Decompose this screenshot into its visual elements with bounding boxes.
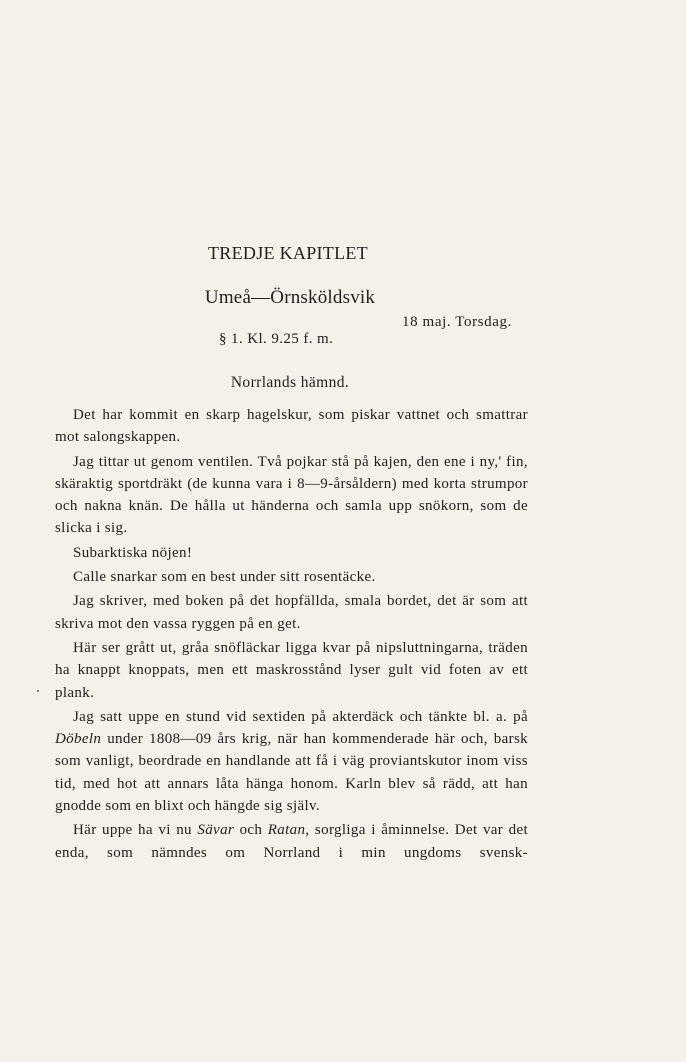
text-run: Här uppe ha vi nu [73,822,198,839]
italic-name: Sävar [197,822,235,839]
paragraph: Calle snarkar som en best under sitt rosentäcke. [73,569,376,586]
chapter-title: TREDJE KAPITLET [208,243,368,263]
paragraph: Här ser grått ut, gråa snöfläckar ligga kvar på nipsluttningarna, träden ha knappt knoppats, men ett maskrosstånd lyser gult vid foten av ett plank. [55,639,528,701]
text-run: under 1808—09 års krig, när han kommenderade här och, barsk som vanligt, beordrade en handlande att få i väg proviantskutor inom viss tid, med hot att annars låta hänga honom. Karln blev så rädd, att han gnodde som en blixt och hängde sig själv. [55,731,528,815]
body-text [55,404,528,866]
paragraph [55,706,528,817]
section-title: Norrlands hämnd. [230,374,350,391]
italic-name: Ratan [267,822,306,839]
italic-name: Döbeln [55,731,102,748]
margin-mark [37,690,39,692]
paragraph: Jag skriver, med boken på det hopfällda, smala bordet, det är som att skriva mot den vassa ryggen på en get. [55,593,528,632]
text-run: och [234,822,268,839]
date-line: 18 maj. Torsdag. [402,314,512,330]
paragraph: Jag tittar ut genom ventilen. Två pojkar stå på kajen, den ene i ny,' fin, skäraktig sportdräkt (de kunna vara i 8—9-årsåldern) med korta strumpor och nakna knän. De hålla ut händerna och samla upp snökorn, som de slicka i sig. [55,453,528,537]
paragraph: Det har kommit en skarp hagelskur, som piskar vattnet och smattrar mot salongskappen. [55,407,528,446]
paragraph [55,819,528,864]
text-run: Jag satt uppe en stund vid sextiden på akterdäck och tänkte bl. a. på [73,708,528,725]
time-line: § 1. Kl. 9.25 f. m. [219,331,334,347]
text-run: , sorgliga i åminnelse. Det var det enda, som nämndes om Norrland i min ungdoms svensk- [55,822,528,861]
place-heading: Umeå—Örnsköldsvik [204,287,376,308]
paragraph: Subarktiska nöjen! [73,544,193,561]
